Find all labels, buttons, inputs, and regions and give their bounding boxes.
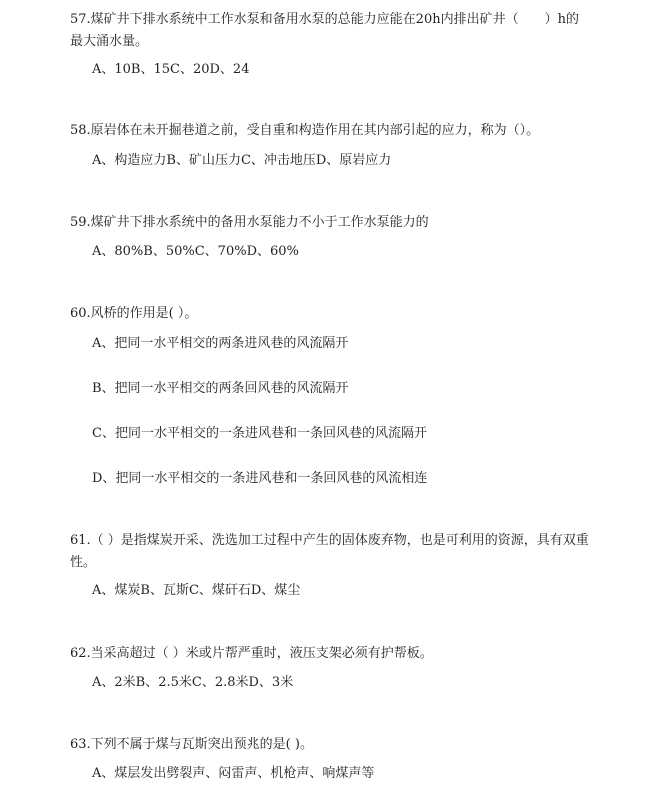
question-58: 58.原岩体在未开掘巷道之前，受自重和构造作用在其内部引起的应力，称为（）。 bbox=[70, 123, 540, 138]
question-61: 61.（ ）是指煤炭开采、洗选加工过程中产生的固体废弃物，也是可利用的资源，具有双重性。 bbox=[70, 533, 589, 570]
question-63-option-a: A、煤层发出劈裂声、闷雷声、机枪声、响煤声等 bbox=[92, 766, 375, 781]
question-60-option-b: B、把同一水平相交的两条回风巷的风流隔开 bbox=[92, 381, 349, 396]
question-57-options: A、10B、15C、20D、24 bbox=[92, 62, 250, 77]
question-63: 63.下列不属于煤与瓦斯突出预兆的是( )。 bbox=[70, 737, 313, 752]
question-60-option-c: C、把同一水平相交的一条进风巷和一条回风巷的风流隔开 bbox=[92, 426, 427, 441]
question-60: 60.风桥的作用是( ）。 bbox=[70, 306, 198, 321]
question-60-option-a: A、把同一水平相交的两条进风巷的风流隔开 bbox=[92, 336, 349, 351]
question-62: 62.当采高超过（ ）米或片帮严重时，液压支架必须有护帮板。 bbox=[70, 646, 433, 661]
question-61-options: A、煤炭B、瓦斯C、煤矸石D、煤尘 bbox=[92, 583, 301, 598]
question-57: 57.煤矿井下排水系统中工作水泵和备用水泵的总能力应能在20h内排出矿井（ ）h的最大涌水量。 bbox=[70, 12, 579, 49]
question-60-option-d: D、把同一水平相交的一条进风巷和一条回风巷的风流相连 bbox=[92, 471, 428, 486]
question-58-options: A、构造应力B、矿山压力C、冲击地压D、原岩应力 bbox=[92, 153, 392, 168]
question-59-options: A、80%B、50%C、70%D、60% bbox=[92, 244, 299, 259]
question-59: 59.煤矿井下排水系统中的备用水泵能力不小于工作水泵能力的 bbox=[70, 215, 429, 230]
question-62-options: A、2米B、2.5米C、2.8米D、3米 bbox=[92, 675, 294, 690]
